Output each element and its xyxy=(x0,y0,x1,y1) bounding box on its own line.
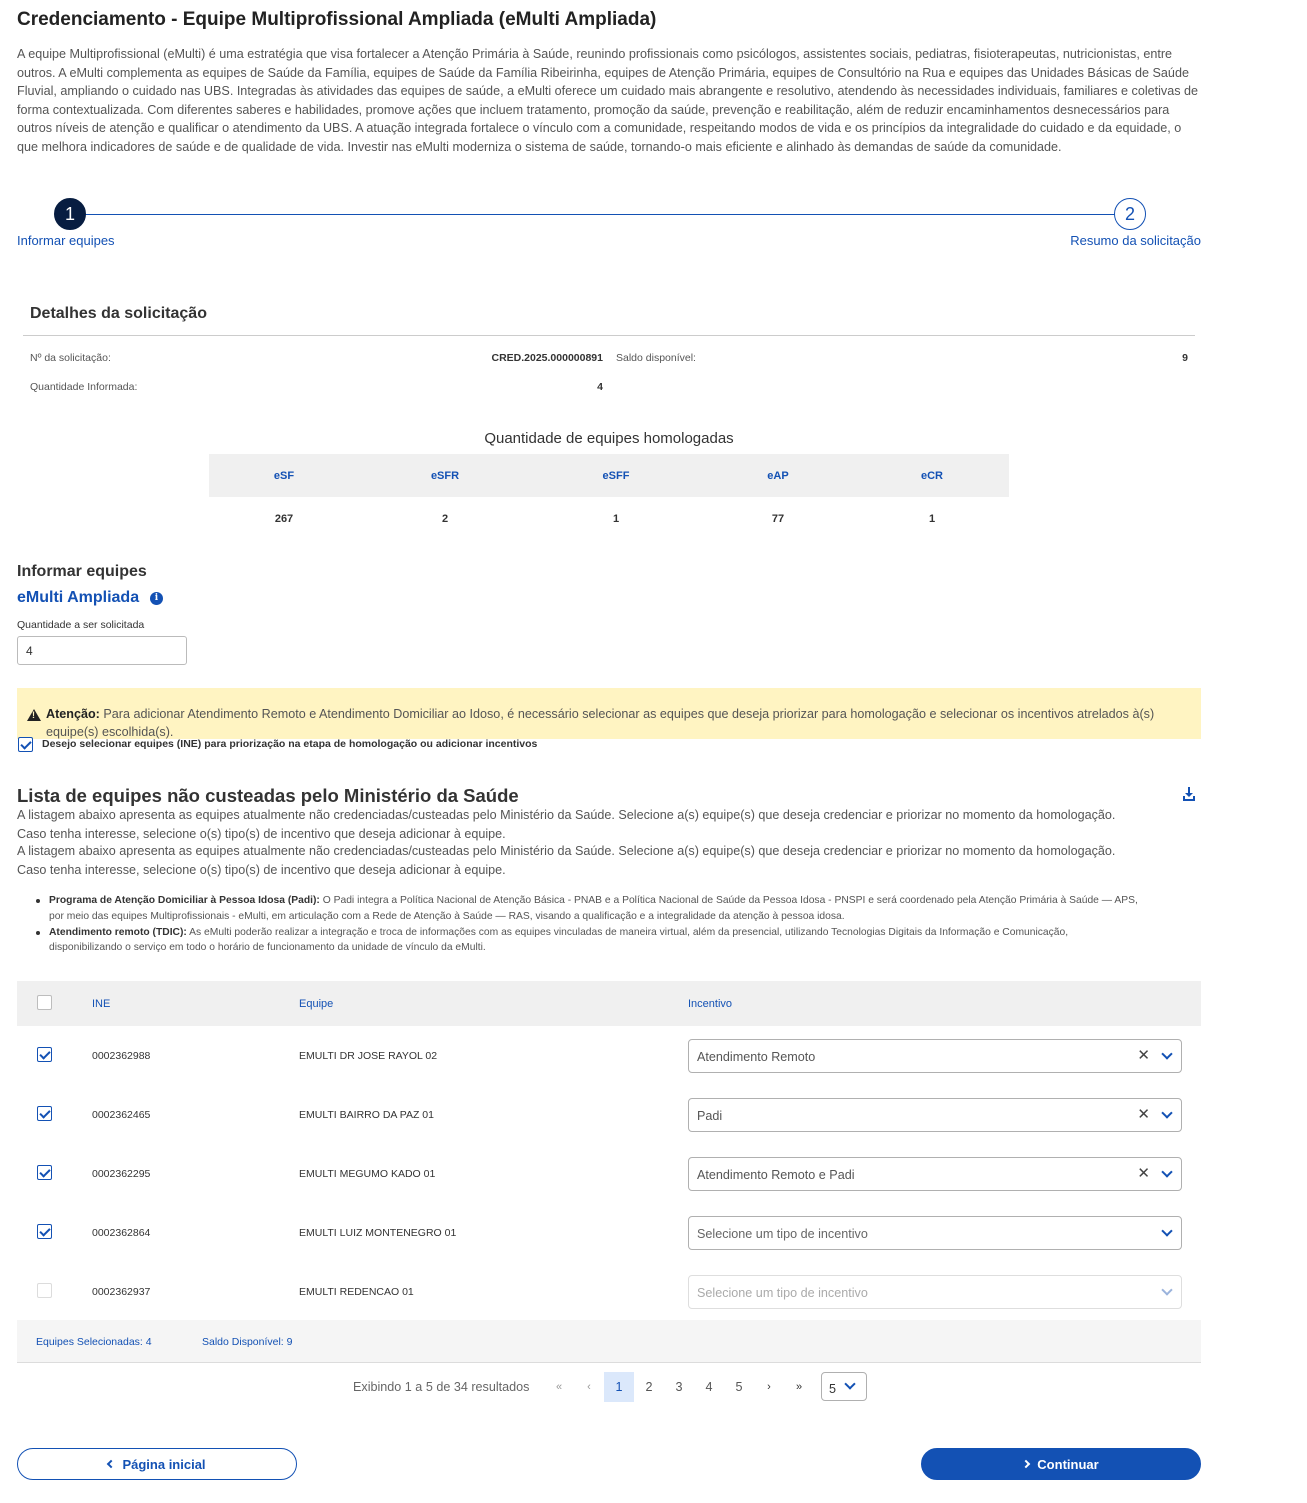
page-5[interactable]: 5 xyxy=(735,1380,743,1394)
homologated-col-ecr: eCR xyxy=(920,470,944,482)
list-item xyxy=(49,925,1139,957)
incentive-select-placeholder: Selecione um tipo de incentivo xyxy=(697,1286,868,1300)
available-balance: Saldo Disponível: 9 xyxy=(202,1336,293,1348)
page-size-value: 5 xyxy=(829,1382,837,1396)
step-number: 2 xyxy=(1114,198,1146,230)
continue-label: Continuar xyxy=(1037,1457,1099,1472)
column-header-team: Equipe xyxy=(299,998,334,1010)
row-checkbox[interactable] xyxy=(37,1283,52,1298)
row-ine: 0002362864 xyxy=(92,1227,151,1239)
incentive-select[interactable] xyxy=(688,1039,1182,1073)
chevron-down-icon[interactable] xyxy=(1161,1225,1172,1236)
page-3[interactable]: 3 xyxy=(675,1380,683,1394)
bullet-title: Programa de Atenção Domiciliar à Pessoa Idosa (Padi): xyxy=(49,895,320,906)
homologated-title: Quantidade de equipes homologadas xyxy=(484,430,734,447)
table-row xyxy=(17,1085,1201,1144)
row-team: EMULTI MEGUMO KADO 01 xyxy=(299,1168,436,1180)
first-page-icon[interactable]: « xyxy=(555,1381,563,1393)
incentive-select[interactable] xyxy=(688,1157,1182,1191)
pagination-info: Exibindo 1 a 5 de 34 resultados xyxy=(353,1380,530,1394)
row-team: EMULTI LUIZ MONTENEGRO 01 xyxy=(299,1227,457,1239)
back-home-button[interactable] xyxy=(17,1448,297,1480)
clear-icon[interactable]: ✕ xyxy=(1137,1165,1150,1182)
page-4[interactable]: 4 xyxy=(705,1380,713,1394)
chevron-down-icon[interactable] xyxy=(1161,1107,1172,1118)
chevron-down-icon[interactable] xyxy=(1161,1166,1172,1177)
row-checkbox[interactable] xyxy=(37,1224,52,1239)
quantity-input[interactable] xyxy=(17,636,187,665)
homologated-header xyxy=(209,454,1009,497)
select-all-checkbox[interactable] xyxy=(37,995,52,1010)
homologated-col-eap: eAP xyxy=(767,470,789,482)
table-row xyxy=(17,1026,1201,1085)
alert-text xyxy=(46,705,1196,741)
warning-icon xyxy=(27,709,41,721)
quantity-informed-label: Quantidade Informada: xyxy=(30,381,138,393)
page-size-select[interactable] xyxy=(821,1372,867,1401)
divider xyxy=(23,335,1195,336)
selected-count: Equipes Selecionadas: 4 xyxy=(36,1336,152,1348)
incentive-select-value: Atendimento Remoto xyxy=(697,1050,816,1064)
download-icon[interactable] xyxy=(1182,787,1196,802)
row-ine: 0002362937 xyxy=(92,1286,151,1298)
alert-message: Para adicionar Atendimento Remoto e Atendimento Domiciliar ao Idoso, é necessário selecionar as equipes que deseja priorizar para homologação e selecionar os incentivos atrelados à(s) equipe(s) escolhida(s). xyxy=(46,707,1155,739)
stepper xyxy=(17,198,1201,253)
quantity-label: Quantidade a ser solicitada xyxy=(17,619,145,631)
clear-icon[interactable]: ✕ xyxy=(1137,1047,1150,1064)
next-page-icon[interactable]: › xyxy=(767,1381,771,1393)
bullet-text: O Padi integra a Política Nacional de Atenção Básica - PNAB e a Política Nacional de Saúde da Pessoa Idosa - PNSPI e será coordenado pela Atenção Primária à Saúde — APS, por meio das equipes Multiprofissionais - eMulti, em articulação com a Rede de Atenção à Saúde — RAS, visando a qualificação e a integralidade da atenção à pessoa idosa. xyxy=(49,895,1138,922)
incentive-bullets xyxy=(49,893,1139,956)
row-ine: 0002362465 xyxy=(92,1109,151,1121)
row-team: EMULTI BAIRRO DA PAZ 01 xyxy=(299,1109,434,1121)
chevron-down-icon xyxy=(1161,1284,1172,1295)
quantity-informed-value: 4 xyxy=(597,381,603,393)
clear-icon[interactable]: ✕ xyxy=(1137,1106,1150,1123)
intro-text: A equipe Multiprofissional (eMulti) é uma estratégia que visa fortalecer a Atenção Primária à Saúde, reunindo profissionais como psicólogos, assistentes sociais, pediatras, fisioterapeutas, nutricionistas, entre outros. A eMulti complementa as equipes de Saúde da Família, equipes de Saúde da Família Ribeirinha, equipes de Atenção Primária, equipes de Consultório na Rua e equipes das Unidades Básicas de Saúde Fluvial, ampliando o cuidado nas UBS. Integradas às atividades das equipes de saúde, a eMulti oferece um cuidado mais abrangente e resolutivo, atendendo às necessidades individuais, familiares e coletivas de forma contextualizada. Com diferentes saberes e habilidades, promove ações que incluem tratamento, promoção da saúde, prevenção e reabilitação, além de reduzir encaminhamentos desnecessários para outros níveis de atenção e qualificar o atendimento da UBS. A atuação integrada fortalece o vínculo com a comunidade, respeitando modos de vida e os princípios da integralidade do cuidado e da equidade, o que melhora indicadores de saúde e de qualidade de vida. Investir nas eMulti moderniza o sistema de saúde, tornando-o mais eficiente e alinhado às demandas de saúde da comunidade. xyxy=(17,47,1199,154)
incentive-select xyxy=(688,1275,1182,1309)
step-label: Informar equipes xyxy=(17,233,115,248)
chevron-down-icon xyxy=(844,1378,855,1389)
row-checkbox[interactable] xyxy=(37,1106,52,1121)
stepper-line xyxy=(70,214,1131,215)
incentive-select[interactable] xyxy=(688,1098,1182,1132)
alert-prefix: Atenção: xyxy=(46,707,100,721)
homologated-value-esff: 1 xyxy=(612,513,620,525)
homologated-col-esff: eSFF xyxy=(602,470,630,482)
list-description-repeat: A listagem abaixo apresenta as equipes atualmente não credenciadas/custeadas pelo Ministério da Saúde. Selecione a(s) equipe(s) que deseja credenciar e priorizar no momento da homologação. Caso tenha interesse, selecione o(s) tipo(s) de incentivo que deseja adicionar à equipe. xyxy=(17,844,1116,877)
back-home-label: Página inicial xyxy=(122,1457,206,1472)
list-item xyxy=(49,893,1139,925)
row-checkbox[interactable] xyxy=(37,1047,52,1062)
homologated-value-esfr: 2 xyxy=(441,513,449,525)
chevron-right-icon xyxy=(1022,1460,1030,1468)
homologated-col-esf: eSF xyxy=(273,470,295,482)
step-number: 1 xyxy=(54,198,86,230)
inform-section-title: Informar equipes xyxy=(17,563,147,580)
chevron-left-icon xyxy=(107,1460,115,1468)
incentive-select-placeholder: Selecione um tipo de incentivo xyxy=(697,1227,868,1241)
page-2[interactable]: 2 xyxy=(645,1380,653,1394)
page-title: Credenciamento - Equipe Multiprofissional Ampliada (eMulti Ampliada) xyxy=(17,9,657,30)
column-header-ine: INE xyxy=(92,998,111,1010)
row-ine: 0002362988 xyxy=(92,1050,151,1062)
incentive-select-value: Padi xyxy=(697,1109,723,1123)
table-footer xyxy=(17,1320,1201,1363)
row-team: EMULTI DR JOSE RAYOL 02 xyxy=(299,1050,438,1062)
chevron-down-icon[interactable] xyxy=(1161,1048,1172,1059)
bullet-title: Atendimento remoto (TDIC): xyxy=(49,926,187,938)
warning-alert xyxy=(17,688,1201,739)
homologated-value-esf: 267 xyxy=(274,513,294,525)
request-number-label: Nº da solicitação: xyxy=(30,352,111,364)
incentive-select[interactable] xyxy=(688,1216,1182,1250)
continue-button[interactable] xyxy=(921,1448,1201,1480)
request-number-value: CRED.2025.000000891 xyxy=(491,352,603,364)
table-row xyxy=(17,1144,1201,1203)
row-ine: 0002362295 xyxy=(92,1168,151,1180)
homologated-col-esfr: eSFR xyxy=(430,470,460,482)
row-team: EMULTI REDENCAO 01 xyxy=(299,1286,414,1298)
priority-checkbox-label: Desejo selecionar equipes (INE) para priorização na etapa de homologação ou adicionar incentivos xyxy=(42,738,538,750)
page-1[interactable]: 1 xyxy=(604,1372,634,1402)
homologated-value-ecr: 1 xyxy=(928,513,936,525)
previous-page-icon[interactable]: ‹ xyxy=(587,1381,591,1393)
details-title: Detalhes da solicitação xyxy=(30,305,207,322)
column-header-incentive: Incentivo xyxy=(688,998,733,1010)
team-type-title: eMulti Ampliada xyxy=(17,589,140,606)
row-checkbox[interactable] xyxy=(37,1165,52,1180)
last-page-icon[interactable]: » xyxy=(795,1381,803,1393)
step-label: Resumo da solicitação xyxy=(1070,233,1201,248)
priority-checkbox[interactable] xyxy=(18,737,33,752)
homologated-value-eap: 77 xyxy=(771,513,785,525)
incentive-select-value: Atendimento Remoto e Padi xyxy=(697,1168,855,1182)
list-title: Lista de equipes não custeadas pelo Ministério da Saúde xyxy=(17,785,519,806)
table-row xyxy=(17,1262,1201,1321)
info-icon[interactable]: i xyxy=(150,592,163,605)
table-row xyxy=(17,1203,1201,1262)
list-description: A listagem abaixo apresenta as equipes atualmente não credenciadas/custeadas pelo Ministério da Saúde. Selecione a(s) equipe(s) que deseja credenciar e priorizar no momento da homologação. Caso tenha interesse, selecione o(s) tipo(s) de incentivo que deseja adicionar à equipe. xyxy=(17,808,1116,841)
balance-label: Saldo disponível: xyxy=(616,352,696,364)
bullet-text: As eMulti poderão realizar a integração e troca de informações com as equipes vinculadas de maneira virtual, além da presencial, utilizando Tecnologias Digitais da Informação e Comunicação, disponibilizando o serviço em todo o horário de funcionamento da unidade de vínculo da eMulti. xyxy=(49,926,1069,954)
table-header xyxy=(17,981,1201,1026)
balance-value: 9 xyxy=(1182,352,1188,364)
